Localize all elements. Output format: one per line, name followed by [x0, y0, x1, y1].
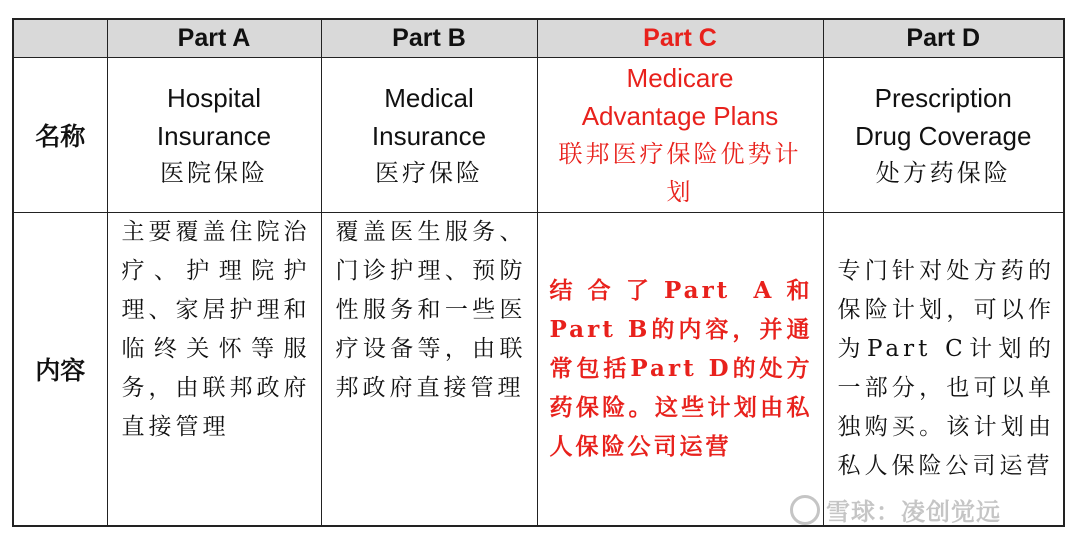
name-row [13, 57, 1064, 212]
header-part-a: Part A [107, 19, 321, 57]
name-zh-line1: 联邦医疗保险优势计 [558, 139, 802, 168]
content-cell-part-a [107, 212, 321, 526]
name-en-line2: Advantage Plans [581, 100, 779, 131]
row-label-name: 名称 [13, 57, 107, 212]
row-label-content: 内容 [13, 212, 107, 526]
name-en-line2: Drug Coverage [855, 120, 1032, 151]
content-text-part-b: 覆盖医生服务、门诊护理、预防性服务和一些医疗设备等，由联邦政府直接管理 [335, 218, 527, 401]
name-en-line2: Insurance [371, 120, 487, 151]
name-cell-part-a [107, 57, 321, 212]
header-part-c: Part C [537, 19, 823, 57]
name-zh-line2: 划 [666, 177, 694, 206]
content-row [13, 212, 1064, 526]
content-text-part-a: 主要覆盖住院治疗、护理院护理、家居护理和临终关怀等服务，由联邦政府直接管理 [121, 218, 311, 440]
content-text-part-c: 结合了Part A和Part B的内容，并通常包括Part D的处方药保险。这些计划由私人保险公司运营 [549, 277, 813, 461]
name-en-line2: Insurance [156, 120, 272, 151]
name-cell-part-b [321, 57, 537, 212]
content-text-part-d: 专门针对处方药的保险计划，可以作为Part C计划的一部分，也可以单独购买。该计划由私人保险公司运营 [837, 257, 1055, 479]
name-zh: 医疗保险 [375, 158, 483, 187]
content-cell-part-d [823, 212, 1064, 526]
name-cell-part-c [537, 57, 823, 212]
name-cell-part-d [823, 57, 1064, 212]
name-en-line1: Medical [384, 82, 474, 113]
header-part-b: Part B [321, 19, 537, 57]
content-cell-part-c [537, 212, 823, 526]
header-corner [13, 19, 107, 57]
header-part-d: Part D [823, 19, 1064, 57]
name-zh: 医院保险 [160, 158, 268, 187]
header-row [13, 19, 1064, 57]
name-en-line1: Hospital [167, 82, 261, 113]
name-en-line1: Medicare [626, 62, 734, 93]
name-zh: 处方药保险 [875, 158, 1011, 187]
watermark [790, 492, 1001, 527]
medicare-parts-table [12, 18, 1065, 527]
content-cell-part-b [321, 212, 537, 526]
name-en-line1: Prescription [874, 82, 1012, 113]
watermark-text: 雪球：凌创觉远 [826, 498, 1001, 526]
snowball-logo-icon [790, 495, 820, 525]
